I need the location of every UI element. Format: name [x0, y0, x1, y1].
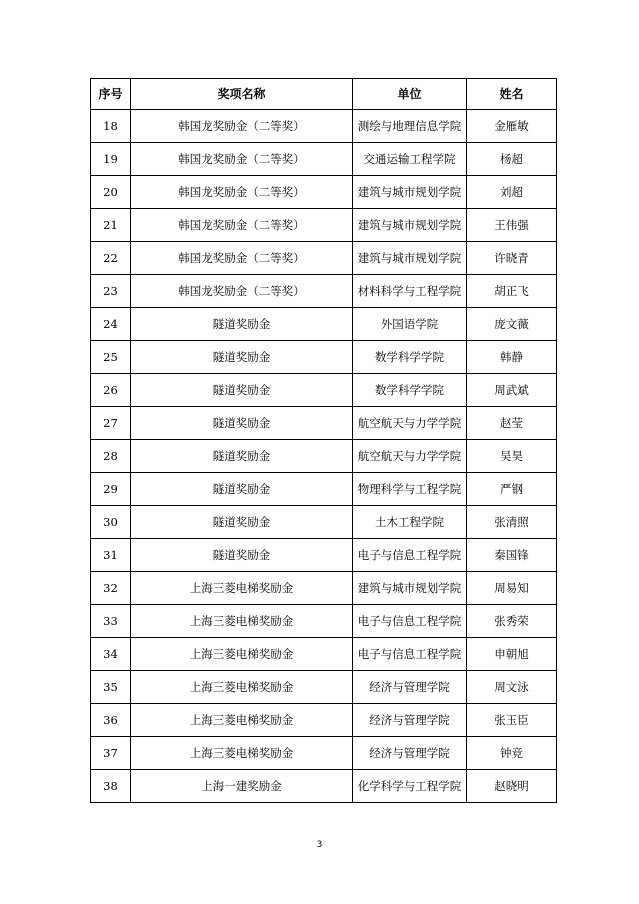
- table-row: [91, 605, 557, 638]
- cell-award-name: 隧道奖励金: [131, 473, 353, 506]
- cell-index: 26: [91, 374, 131, 407]
- table-row: [91, 242, 557, 275]
- cell-index: 18: [91, 110, 131, 143]
- header-person-name: 姓名: [467, 79, 557, 110]
- cell-unit: 建筑与城市规划学院: [353, 209, 467, 242]
- cell-person-name: 金雁敏: [467, 110, 557, 143]
- cell-award-name: 隧道奖励金: [131, 308, 353, 341]
- cell-index: 37: [91, 737, 131, 770]
- cell-award-name: 韩国龙奖励金（二等奖）: [131, 242, 353, 275]
- cell-index: 20: [91, 176, 131, 209]
- cell-index: 34: [91, 638, 131, 671]
- cell-unit: 建筑与城市规划学院: [353, 242, 467, 275]
- table-row: [91, 209, 557, 242]
- cell-person-name: 张秀荣: [467, 605, 557, 638]
- cell-award-name: 韩国龙奖励金（二等奖）: [131, 176, 353, 209]
- cell-award-name: 上海三菱电梯奖励金: [131, 737, 353, 770]
- table-row: [91, 341, 557, 374]
- table-row: [91, 473, 557, 506]
- cell-unit: 交通运输工程学院: [353, 143, 467, 176]
- table-row: [91, 638, 557, 671]
- page-number: 3: [316, 840, 323, 850]
- cell-person-name: 王伟强: [467, 209, 557, 242]
- table-row: [91, 407, 557, 440]
- cell-unit: 材料科学与工程学院: [353, 275, 467, 308]
- cell-person-name: 韩静: [467, 341, 557, 374]
- cell-index: 27: [91, 407, 131, 440]
- cell-unit: 土木工程学院: [353, 506, 467, 539]
- cell-index: 23: [91, 275, 131, 308]
- table-row: [91, 176, 557, 209]
- cell-index: 25: [91, 341, 131, 374]
- cell-award-name: 隧道奖励金: [131, 440, 353, 473]
- cell-person-name: 申朝旭: [467, 638, 557, 671]
- table-row: [91, 440, 557, 473]
- table-row: [91, 275, 557, 308]
- table-row: [91, 143, 557, 176]
- header-row: [91, 79, 557, 110]
- cell-person-name: 周文泳: [467, 671, 557, 704]
- cell-unit: 物理科学与工程学院: [353, 473, 467, 506]
- header-unit: 单位: [353, 79, 467, 110]
- table-row: [91, 539, 557, 572]
- cell-award-name: 韩国龙奖励金（二等奖）: [131, 275, 353, 308]
- cell-person-name: 杨超: [467, 143, 557, 176]
- table-row: [91, 374, 557, 407]
- cell-index: 32: [91, 572, 131, 605]
- cell-person-name: 张清照: [467, 506, 557, 539]
- cell-unit: 外国语学院: [353, 308, 467, 341]
- header-award-name: 奖项名称: [131, 79, 353, 110]
- cell-award-name: 隧道奖励金: [131, 407, 353, 440]
- cell-person-name: 周武斌: [467, 374, 557, 407]
- cell-award-name: 上海三菱电梯奖励金: [131, 704, 353, 737]
- cell-unit: 经济与管理学院: [353, 704, 467, 737]
- cell-index: 22: [91, 242, 131, 275]
- cell-unit: 航空航天与力学学院: [353, 407, 467, 440]
- cell-index: 31: [91, 539, 131, 572]
- cell-unit: 电子与信息工程学院: [353, 539, 467, 572]
- cell-unit: 电子与信息工程学院: [353, 605, 467, 638]
- cell-person-name: 许晓青: [467, 242, 557, 275]
- table-row: [91, 671, 557, 704]
- cell-index: 38: [91, 770, 131, 803]
- cell-index: 35: [91, 671, 131, 704]
- cell-unit: 经济与管理学院: [353, 737, 467, 770]
- cell-person-name: 钟竞: [467, 737, 557, 770]
- table-body: [91, 110, 557, 803]
- cell-award-name: 隧道奖励金: [131, 341, 353, 374]
- table-row: [91, 572, 557, 605]
- table-row: [91, 737, 557, 770]
- cell-award-name: 上海三菱电梯奖励金: [131, 605, 353, 638]
- cell-award-name: 上海三菱电梯奖励金: [131, 572, 353, 605]
- cell-person-name: 周易知: [467, 572, 557, 605]
- cell-person-name: 赵晓明: [467, 770, 557, 803]
- cell-person-name: 秦国锋: [467, 539, 557, 572]
- award-recipients-table: [90, 78, 557, 803]
- cell-index: 36: [91, 704, 131, 737]
- cell-index: 21: [91, 209, 131, 242]
- cell-index: 33: [91, 605, 131, 638]
- cell-index: 29: [91, 473, 131, 506]
- table-row: [91, 308, 557, 341]
- cell-award-name: 上海三菱电梯奖励金: [131, 638, 353, 671]
- cell-award-name: 隧道奖励金: [131, 374, 353, 407]
- cell-award-name: 韩国龙奖励金（二等奖）: [131, 209, 353, 242]
- cell-award-name: 韩国龙奖励金（二等奖）: [131, 143, 353, 176]
- cell-award-name: 上海三菱电梯奖励金: [131, 671, 353, 704]
- cell-unit: 化学科学与工程学院: [353, 770, 467, 803]
- cell-person-name: 胡正飞: [467, 275, 557, 308]
- header-index: 序号: [91, 79, 131, 110]
- cell-unit: 建筑与城市规划学院: [353, 572, 467, 605]
- cell-person-name: 张玉臣: [467, 704, 557, 737]
- cell-unit: 数学科学学院: [353, 341, 467, 374]
- cell-index: 24: [91, 308, 131, 341]
- cell-unit: 建筑与城市规划学院: [353, 176, 467, 209]
- cell-index: 19: [91, 143, 131, 176]
- cell-unit: 电子与信息工程学院: [353, 638, 467, 671]
- table-row: [91, 110, 557, 143]
- cell-award-name: 隧道奖励金: [131, 539, 353, 572]
- cell-person-name: 吴昊: [467, 440, 557, 473]
- cell-person-name: 刘超: [467, 176, 557, 209]
- table-row: [91, 770, 557, 803]
- cell-person-name: 庞文薇: [467, 308, 557, 341]
- cell-unit: 数学科学学院: [353, 374, 467, 407]
- cell-award-name: 上海一建奖励金: [131, 770, 353, 803]
- cell-unit: 经济与管理学院: [353, 671, 467, 704]
- table-header: [91, 79, 557, 110]
- cell-index: 28: [91, 440, 131, 473]
- cell-index: 30: [91, 506, 131, 539]
- table-row: [91, 506, 557, 539]
- cell-person-name: 赵莹: [467, 407, 557, 440]
- cell-award-name: 隧道奖励金: [131, 506, 353, 539]
- table-row: [91, 704, 557, 737]
- cell-award-name: 韩国龙奖励金（二等奖）: [131, 110, 353, 143]
- cell-unit: 航空航天与力学学院: [353, 440, 467, 473]
- cell-unit: 测绘与地理信息学院: [353, 110, 467, 143]
- cell-person-name: 严钢: [467, 473, 557, 506]
